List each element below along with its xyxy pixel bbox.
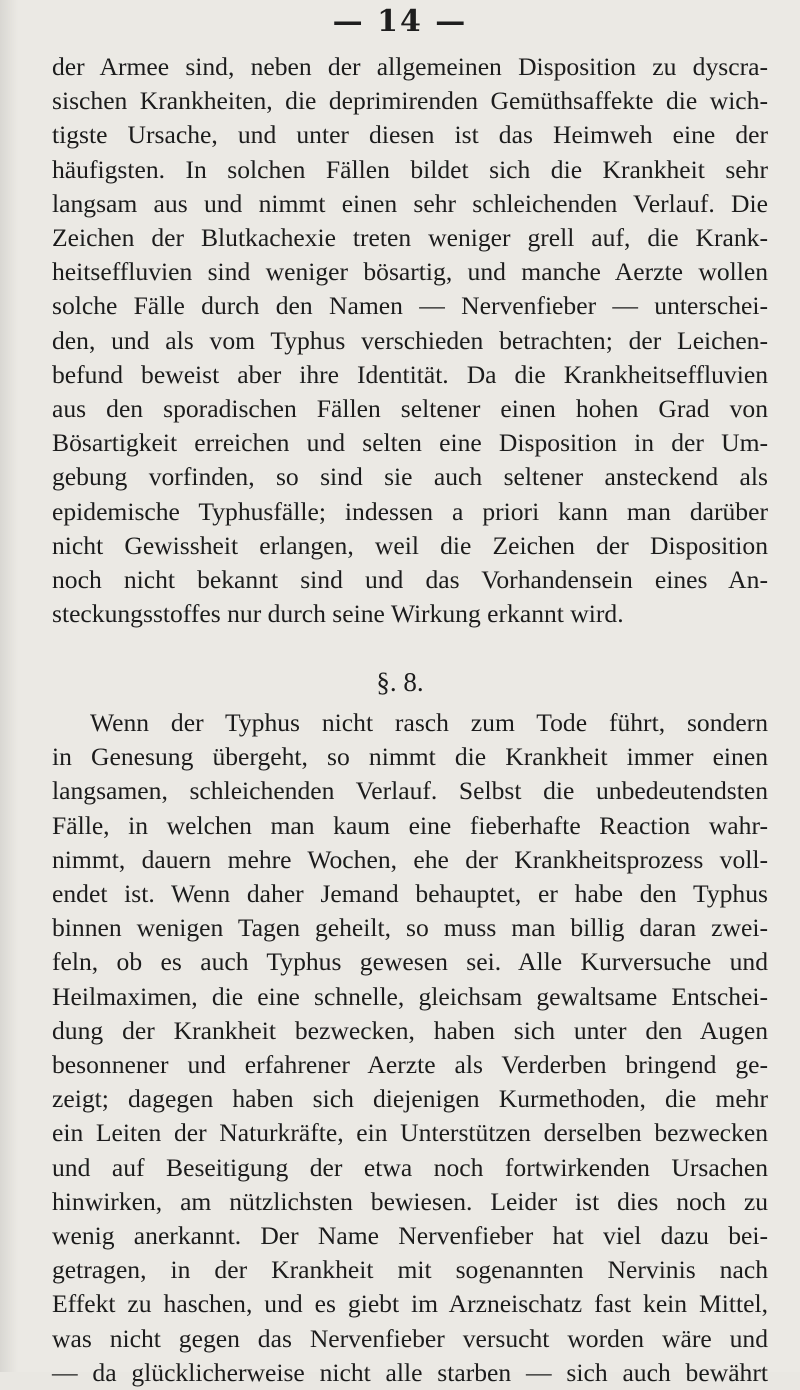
text-line: getragen, in der Krankheit mit sogenannten Nervinis nach xyxy=(52,1255,768,1285)
text-line: Fälle, in welchen man kaum eine fieberhafte Reaction wahr- xyxy=(52,810,768,840)
text-line: sischen Krankheiten, die deprimirenden Gemüthsaffekte die wich- xyxy=(52,86,768,116)
text-line: noch nicht bekannt sind und das Vorhandensein eines An- xyxy=(52,565,768,595)
text-line: solche Fälle durch den Namen — Nervenfieber — unterschei- xyxy=(52,291,768,321)
text-line: befund beweist aber ihre Identität. Da die Krankheitseffluvien xyxy=(52,359,768,389)
text-line: wenig anerkannt. Der Name Nervenfieber hat viel dazu bei- xyxy=(52,1221,768,1251)
text-line: tigste Ursache, und unter diesen ist das Heimweh eine der xyxy=(52,120,768,150)
text-line: häufigsten. In solchen Fällen bildet sich die Krankheit sehr xyxy=(52,154,768,184)
text-line: langsam aus und nimmt einen sehr schleichenden Verlauf. Die xyxy=(52,188,768,218)
paragraph-1 xyxy=(52,50,768,631)
text-line: ein Leiten der Naturkräfte, ein Unterstützen derselben bezwecken xyxy=(52,1118,768,1148)
text-line: epidemische Typhusfälle; indessen a priori kann man darüber xyxy=(52,496,768,526)
text-line: Heilmaximen, die eine schnelle, gleichsam gewaltsame Entschei- xyxy=(52,981,768,1011)
text-line: den, und als vom Typhus verschieden betrachten; der Leichen- xyxy=(52,325,768,355)
text-line: Wenn der Typhus nicht rasch zum Tode führt, sondern xyxy=(90,708,768,737)
text-line: Zeichen der Blutkachexie treten weniger grell auf, die Krank- xyxy=(52,223,768,253)
text-line: feln, ob es auch Typhus gewesen sei. Alle Kurversuche und xyxy=(52,947,768,977)
page-number: — 14 — xyxy=(332,4,468,39)
text-line: heitseffluvien sind weniger bösartig, und manche Aerzte wollen xyxy=(52,257,768,287)
section-heading: §. 8. xyxy=(376,667,424,697)
text-line: und auf Beseitigung der etwa noch fortwirkenden Ursachen xyxy=(52,1152,768,1182)
text-line: dung der Krankheit bezwecken, haben sich unter den Augen xyxy=(52,1015,768,1045)
text-line: nimmt, dauern mehre Wochen, ehe der Krankheitsprozess voll- xyxy=(52,844,768,874)
text-line: Effekt zu haschen, und es giebt im Arzneischatz fast kein Mittel, xyxy=(52,1289,768,1319)
text-line: was nicht gegen das Nervenfieber versucht worden wäre und xyxy=(52,1323,768,1353)
text-line: gebung vorfinden, so sind sie auch seltener ansteckend als xyxy=(52,462,768,492)
text-line: nicht Gewissheit erlangen, weil die Zeichen der Disposition xyxy=(52,530,768,560)
paragraph-2 xyxy=(52,706,768,1390)
text-line: zeigt; dagegen haben sich diejenigen Kurmethoden, die mehr xyxy=(52,1084,768,1114)
text-line: binnen wenigen Tagen geheilt, so muss man billig daran zwei- xyxy=(52,913,768,943)
text-line: — da glücklicherweise nicht alle starben — sich auch bewährt xyxy=(52,1357,768,1387)
text-line: hinwirken, am nützlichsten bewiesen. Leider ist dies noch zu xyxy=(52,1186,768,1216)
text-line: Bösartigkeit erreichen und selten eine Disposition in der Um- xyxy=(52,428,768,458)
text-line: in Genesung übergeht, so nimmt die Krankheit immer einen xyxy=(52,742,768,772)
text-line: besonnener und erfahrener Aerzte als Verderben bringend ge- xyxy=(52,1050,768,1080)
text-line: langsamen, schleichenden Verlauf. Selbst die unbedeutendsten xyxy=(52,776,768,806)
text-line: endet ist. Wenn daher Jemand behauptet, er habe den Typhus xyxy=(52,879,768,909)
text-line: aus den sporadischen Fällen seltener einen hohen Grad von xyxy=(52,394,768,424)
text-line: steckungsstoffes nur durch seine Wirkung erkannt wird. xyxy=(52,599,624,629)
text-line: der Armee sind, neben der allgemeinen Disposition zu dyscra- xyxy=(52,52,768,81)
